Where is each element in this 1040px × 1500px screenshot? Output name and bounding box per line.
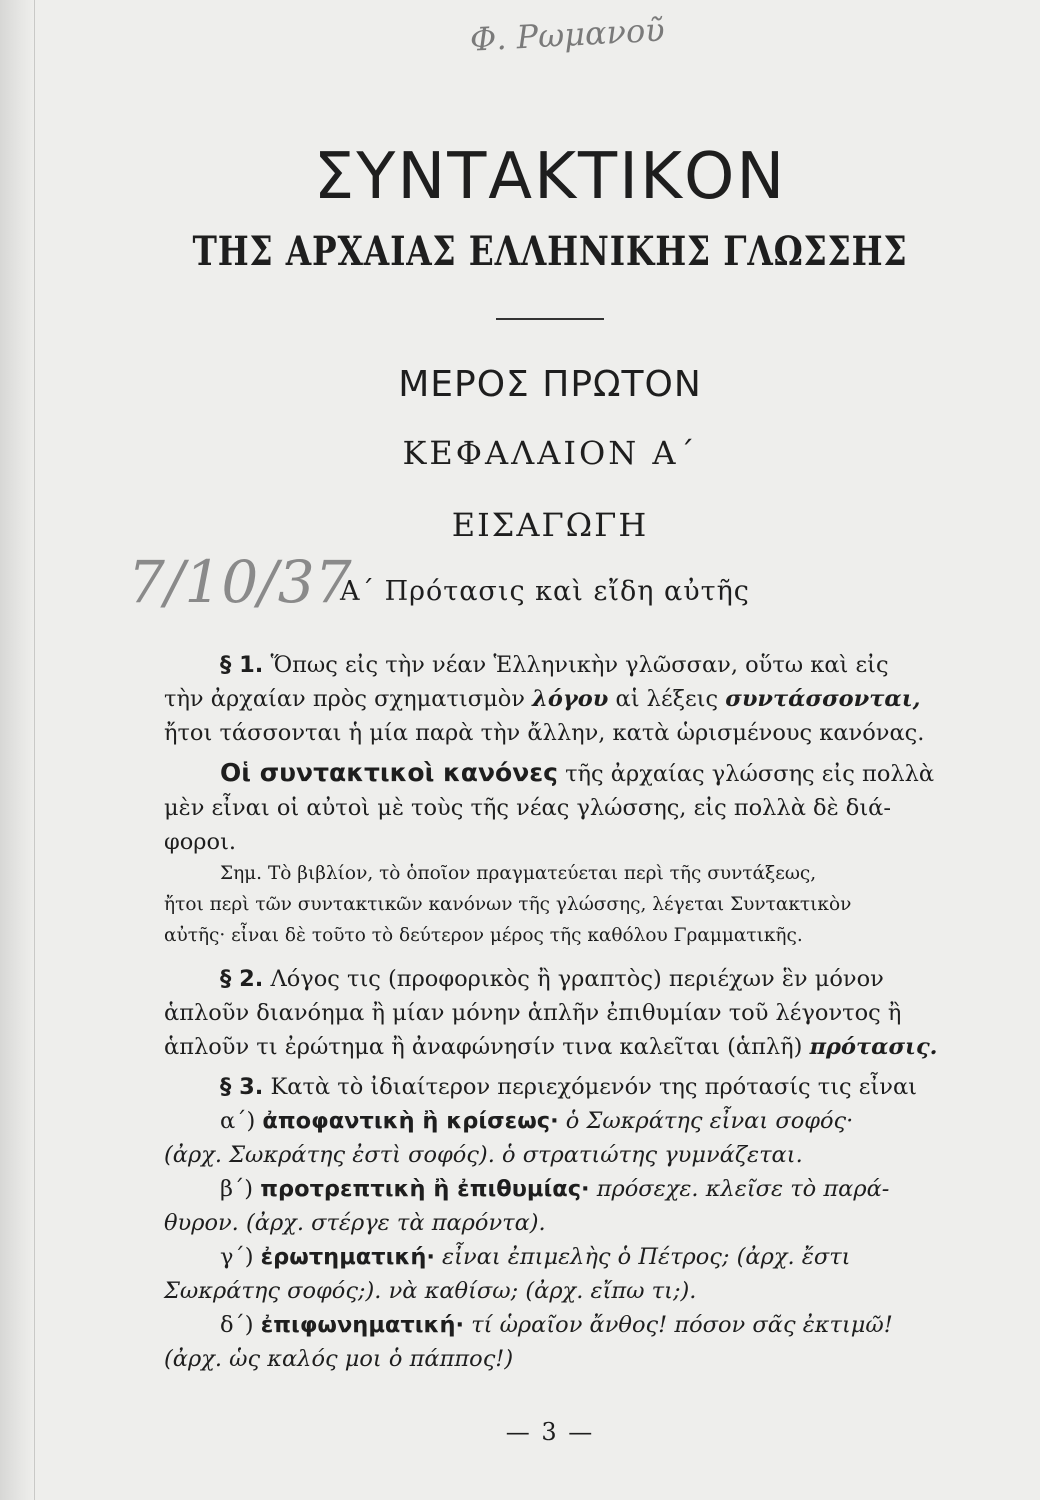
book-title: ΣΥΝΤΑΚΤΙΚΟΝ	[313, 140, 787, 214]
section-number: § 3.	[220, 1074, 264, 1100]
binding-edge	[0, 0, 35, 1500]
paragraph-line: μὲν εἶναι οἱ αὐτοὶ μὲ τοὺς τῆς νέας γλώσσης, εἰς πολλὰ δὲ διά-	[164, 795, 891, 821]
section-number: § 1.	[220, 652, 264, 678]
paragraph-line: θυρον. (ἀρχ. στέργε τὰ παρόντα).	[164, 1210, 546, 1236]
note-line: Σημ. Τὸ βιβλίον, τὸ ὁποῖον πραγματεύεται περὶ τῆς συντάξεως,	[220, 863, 817, 884]
section-heading: Α΄ Πρότασις καὶ εἴδη αὐτῆς	[340, 576, 750, 607]
chapter-heading: ΚΕΦΑΛΑΙΟΝ Α΄	[402, 434, 698, 472]
list-item-b: β΄) προτρεπτικὴ ἢ ἐπιθυμίας· πρόσεχε. κλεῖσε τὸ παρά-	[220, 1176, 890, 1202]
book-subtitle: ΤΗΣ ΑΡΧΑΙΑΣ ΕΛΛΗΝΙΚΗΣ ΓΛΩΣΣΗΣ	[192, 228, 908, 275]
emphasis: Οἱ συντακτικοὶ κανόνες	[220, 758, 558, 787]
page-number: — 3 —	[505, 1418, 595, 1446]
paragraph-line: ἁπλοῦν διανόημα ἢ μίαν μόνην ἁπλῆν ἐπιθυμίαν τοῦ λέγοντος ἢ	[164, 1000, 902, 1026]
intro-heading: ΕΙΣΑΓΩΓΗ	[451, 506, 649, 544]
paragraph-line: § 3. Κατὰ τὸ ἰδιαίτερον περιεχόμενόν της πρότασίς τις εἶναι	[220, 1074, 917, 1100]
paragraph-line: ἤτοι τάσσονται ἡ μία παρὰ τὴν ἄλλην, κατὰ ὡρισμένους κανόνας.	[164, 720, 925, 746]
paragraph-3	[164, 962, 950, 1064]
emphasis: συντάσσονται,	[725, 686, 921, 712]
list-item-a: α΄) ἀποφαντικὴ ἢ κρίσεως· ὁ Σωκράτης εἶναι σοφός·	[220, 1108, 854, 1134]
paragraph-line: § 2. Λόγος τις (προφορικὸς ἢ γραπτὸς) περιέχων ἓν μόνον	[220, 966, 884, 992]
paragraph-line: Οἱ συντακτικοὶ κανόνες τῆς ἀρχαίας γλώσσης εἰς πολλὰ	[220, 758, 935, 787]
paragraph-line: τὴν ἀρχαίαν πρὸς σχηματισμὸν λόγου αἱ λέξεις συντάσσονται,	[164, 686, 921, 712]
paragraph-line: φοροι.	[164, 829, 237, 855]
paragraph-line: § 1. Ὅπως εἰς τὴν νέαν Ἑλληνικὴν γλῶσσαν, οὕτω καὶ εἰς	[220, 652, 889, 678]
paragraph-2	[164, 756, 950, 859]
part-heading: ΜΕΡΟΣ ΠΡΩΤΟΝ	[398, 364, 702, 405]
paragraph-1	[164, 648, 950, 750]
list-item-c: γ΄) ἐρωτηματική· εἶναι ἐπιμελὴς ὁ Πέτρος; (ἀρχ. ἔστι	[220, 1244, 851, 1270]
list-item-d: δ΄) ἐπιφωνηματική· τί ὡραῖον ἄνθος! πόσον σᾶς ἐκτιμῶ!	[220, 1312, 893, 1338]
note-line: αὐτῆς· εἶναι δὲ τοῦτο τὸ δεύτερον μέρος τῆς καθόλου Γραμματικῆς.	[164, 925, 803, 946]
paragraph-line: (ἀρχ. ὡς καλός μοι ὁ πάππος!)	[164, 1346, 514, 1372]
section-number: § 2.	[220, 966, 264, 992]
handwritten-date: 7/10/37	[128, 548, 352, 616]
note-paragraph	[164, 858, 950, 951]
note-line: ἤτοι περὶ τῶν συντακτικῶν κανόνων τῆς γλώσσης, λέγεται Συντακτικὸν	[164, 894, 852, 915]
paragraph-line: ἁπλοῦν τι ἐρώτημα ἢ ἀναφώνησίν τινα καλεῖται (ἁπλῆ) πρότασις.	[164, 1034, 938, 1060]
paragraph-line: Σωκράτης σοφός;). νὰ καθίσω; (ἀρχ. εἴπω τι;).	[164, 1278, 697, 1304]
emphasis: πρότασις.	[809, 1034, 938, 1060]
emphasis: λόγου	[532, 686, 609, 712]
title-divider	[496, 318, 604, 320]
handwritten-owner-note: Φ. Ρωμανοῦ	[469, 10, 666, 59]
paragraph-line: (ἀρχ. Σωκράτης ἐστὶ σοφός). ὁ στρατιώτης γυμνάζεται.	[164, 1142, 803, 1168]
paragraph-4	[164, 1070, 950, 1376]
